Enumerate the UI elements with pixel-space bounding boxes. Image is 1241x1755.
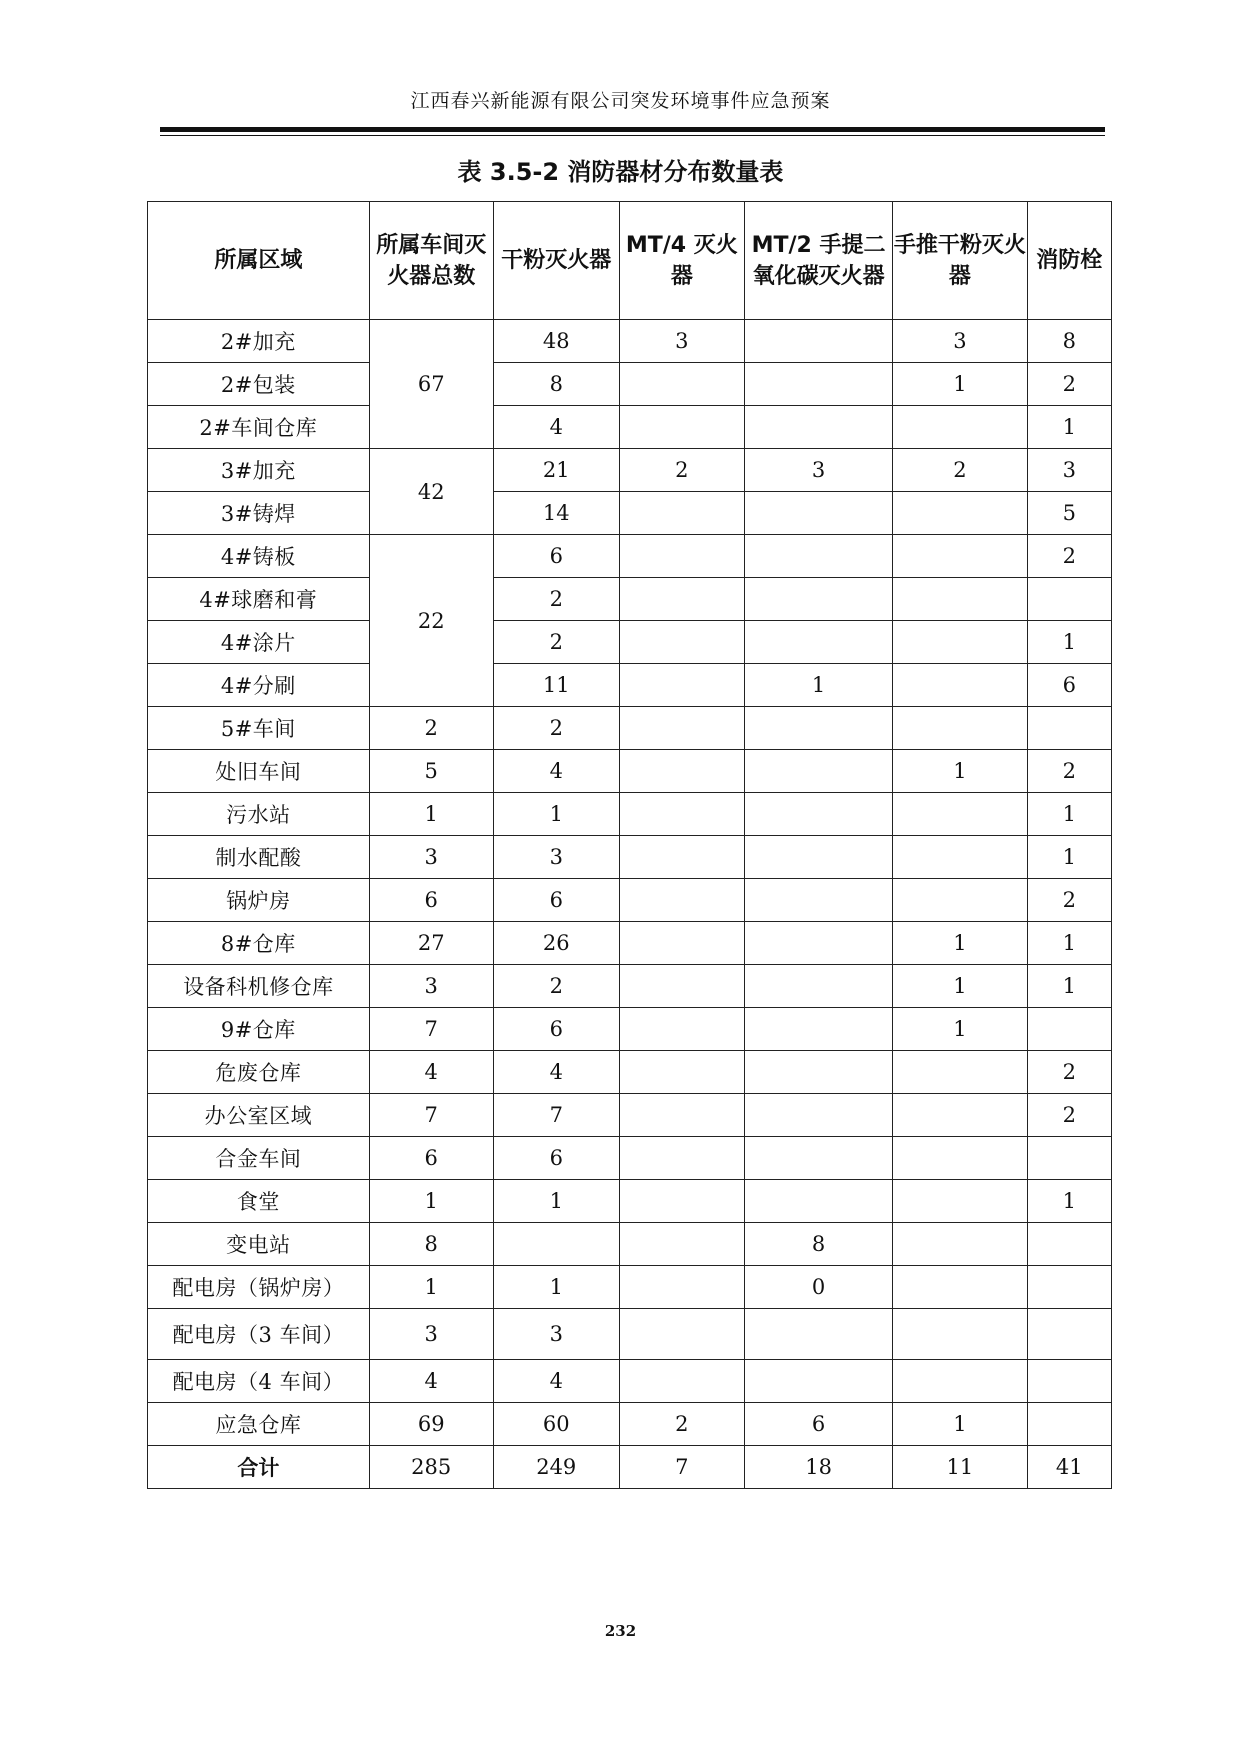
- cell-workshop-total: 3: [369, 965, 493, 1008]
- cell-mt4: [619, 363, 744, 406]
- cell-mt2-co2: [744, 1360, 892, 1403]
- cell-workshop-total: 7: [369, 1094, 493, 1137]
- cell-workshop-total: 1: [369, 1180, 493, 1223]
- cell-hydrant: [1027, 1008, 1111, 1051]
- cell-hydrant: 2: [1027, 363, 1111, 406]
- cell-mt4: [619, 406, 744, 449]
- cell-cart-dry-powder: 1: [893, 1403, 1027, 1446]
- cell-hydrant: 5: [1027, 492, 1111, 535]
- cell-cart-dry-powder: 1: [893, 1008, 1027, 1051]
- cell-dry-powder: 6: [493, 879, 619, 922]
- table-row: [148, 535, 1112, 578]
- cell-mt2-co2: 6: [744, 1403, 892, 1446]
- cell-cart-dry-powder: [893, 1137, 1027, 1180]
- cell-mt4: [619, 1223, 744, 1266]
- cell-mt4: [619, 1180, 744, 1223]
- table-row: [148, 1180, 1112, 1223]
- cell-hydrant: 1: [1027, 922, 1111, 965]
- cell-mt4: [619, 922, 744, 965]
- cell-mt2-co2: [744, 1180, 892, 1223]
- cell-area: 处旧车间: [148, 750, 370, 793]
- cell-hydrant: [1027, 1266, 1111, 1309]
- table-row: [148, 578, 1112, 621]
- cell-dry-powder: 2: [493, 965, 619, 1008]
- table-body: [148, 320, 1112, 1489]
- cell-mt4: [619, 836, 744, 879]
- cell-hydrant: 2: [1027, 535, 1111, 578]
- cell-workshop-total: 6: [369, 1137, 493, 1180]
- cell-area: 合金车间: [148, 1137, 370, 1180]
- cell-dry-powder: 4: [493, 750, 619, 793]
- cell-workshop-total: 5: [369, 750, 493, 793]
- total-mt2-co2: 18: [744, 1446, 892, 1489]
- table-row: [148, 1266, 1112, 1309]
- cell-workshop-total: 7: [369, 1008, 493, 1051]
- table-row: [148, 406, 1112, 449]
- cell-mt2-co2: [744, 621, 892, 664]
- table-row: [148, 320, 1112, 363]
- cell-area: 变电站: [148, 1223, 370, 1266]
- table-row: [148, 492, 1112, 535]
- cell-area: 4#分刷: [148, 664, 370, 707]
- cell-mt4: [619, 535, 744, 578]
- table-row: [148, 1360, 1112, 1403]
- table-row: [148, 363, 1112, 406]
- cell-hydrant: [1027, 1360, 1111, 1403]
- cell-workshop-total: 42: [369, 449, 493, 535]
- cell-dry-powder: 1: [493, 1180, 619, 1223]
- cell-hydrant: 1: [1027, 1180, 1111, 1223]
- cell-hydrant: 2: [1027, 879, 1111, 922]
- cell-dry-powder: 14: [493, 492, 619, 535]
- col-header-area: 所属区域: [148, 202, 370, 320]
- cell-cart-dry-powder: [893, 1180, 1027, 1223]
- cell-mt2-co2: [744, 1309, 892, 1360]
- cell-dry-powder: 1: [493, 1266, 619, 1309]
- cell-dry-powder: 21: [493, 449, 619, 492]
- cell-area: 4#涂片: [148, 621, 370, 664]
- cell-dry-powder: 6: [493, 535, 619, 578]
- cell-hydrant: 1: [1027, 836, 1111, 879]
- cell-mt4: [619, 1309, 744, 1360]
- table-row: [148, 707, 1112, 750]
- cell-dry-powder: 48: [493, 320, 619, 363]
- cell-mt2-co2: [744, 406, 892, 449]
- cell-area: 制水配酸: [148, 836, 370, 879]
- cell-mt4: 2: [619, 1403, 744, 1446]
- cell-dry-powder: 4: [493, 406, 619, 449]
- cell-mt4: [619, 707, 744, 750]
- table-row: [148, 750, 1112, 793]
- cell-cart-dry-powder: [893, 535, 1027, 578]
- table-row: [148, 836, 1112, 879]
- cell-area: 4#球磨和膏: [148, 578, 370, 621]
- cell-mt2-co2: [744, 750, 892, 793]
- cell-dry-powder: 6: [493, 1137, 619, 1180]
- cell-area: 食堂: [148, 1180, 370, 1223]
- cell-mt2-co2: [744, 492, 892, 535]
- cell-hydrant: 1: [1027, 965, 1111, 1008]
- cell-dry-powder: 6: [493, 1008, 619, 1051]
- cell-cart-dry-powder: 1: [893, 363, 1027, 406]
- cell-area: 9#仓库: [148, 1008, 370, 1051]
- cell-mt4: [619, 1094, 744, 1137]
- cell-mt2-co2: 0: [744, 1266, 892, 1309]
- cell-mt4: [619, 1266, 744, 1309]
- cell-mt2-co2: [744, 879, 892, 922]
- cell-mt4: [619, 1051, 744, 1094]
- cell-mt2-co2: [744, 836, 892, 879]
- table-row: [148, 1094, 1112, 1137]
- cell-dry-powder: 26: [493, 922, 619, 965]
- cell-mt4: [619, 578, 744, 621]
- table-row: [148, 1008, 1112, 1051]
- cell-cart-dry-powder: [893, 1360, 1027, 1403]
- cell-cart-dry-powder: 3: [893, 320, 1027, 363]
- cell-cart-dry-powder: [893, 879, 1027, 922]
- table-row: [148, 965, 1112, 1008]
- cell-area: 危废仓库: [148, 1051, 370, 1094]
- table-row: [148, 621, 1112, 664]
- cell-cart-dry-powder: [893, 1094, 1027, 1137]
- cell-mt4: [619, 1137, 744, 1180]
- cell-cart-dry-powder: [893, 621, 1027, 664]
- cell-cart-dry-powder: [893, 1309, 1027, 1360]
- cell-dry-powder: 4: [493, 1360, 619, 1403]
- cell-workshop-total: 22: [369, 535, 493, 707]
- table-row: [148, 1223, 1112, 1266]
- cell-mt2-co2: [744, 535, 892, 578]
- cell-area: 8#仓库: [148, 922, 370, 965]
- cell-mt4: [619, 965, 744, 1008]
- cell-hydrant: 6: [1027, 664, 1111, 707]
- cell-dry-powder: 4: [493, 1051, 619, 1094]
- cell-mt4: [619, 492, 744, 535]
- cell-mt2-co2: 3: [744, 449, 892, 492]
- cell-area: 配电房（3 车间）: [148, 1309, 370, 1360]
- col-header-cart-dry-powder: 手推干粉灭火器: [893, 202, 1027, 320]
- total-hydrant: 41: [1027, 1446, 1111, 1489]
- cell-mt2-co2: [744, 1094, 892, 1137]
- cell-dry-powder: 2: [493, 621, 619, 664]
- total-area: 合计: [148, 1446, 370, 1489]
- table-row: [148, 793, 1112, 836]
- cell-mt4: [619, 879, 744, 922]
- page-number: 232: [604, 1622, 637, 1640]
- cell-workshop-total: 27: [369, 922, 493, 965]
- table-row: [148, 879, 1112, 922]
- cell-cart-dry-powder: [893, 578, 1027, 621]
- cell-area: 3#加充: [148, 449, 370, 492]
- cell-mt2-co2: [744, 707, 892, 750]
- table-row: [148, 1309, 1112, 1360]
- cell-cart-dry-powder: 1: [893, 965, 1027, 1008]
- header-rule-thick: [160, 127, 1105, 132]
- cell-mt4: [619, 621, 744, 664]
- table-row: [148, 449, 1112, 492]
- cell-mt4: [619, 793, 744, 836]
- cell-mt4: 2: [619, 449, 744, 492]
- cell-cart-dry-powder: [893, 836, 1027, 879]
- col-header-hydrant: 消防栓: [1027, 202, 1111, 320]
- total-mt4: 7: [619, 1446, 744, 1489]
- col-header-mt4: MT/4 灭火器: [619, 202, 744, 320]
- cell-dry-powder: [493, 1223, 619, 1266]
- cell-mt2-co2: [744, 965, 892, 1008]
- cell-area: 锅炉房: [148, 879, 370, 922]
- col-header-workshop-total: 所属车间灭火器总数: [369, 202, 493, 320]
- cell-area: 2#包装: [148, 363, 370, 406]
- cell-dry-powder: 3: [493, 836, 619, 879]
- cell-cart-dry-powder: [893, 1266, 1027, 1309]
- cell-workshop-total: 67: [369, 320, 493, 449]
- table-row: [148, 664, 1112, 707]
- cell-hydrant: [1027, 578, 1111, 621]
- cell-mt2-co2: 8: [744, 1223, 892, 1266]
- cell-hydrant: [1027, 1403, 1111, 1446]
- cell-workshop-total: 8: [369, 1223, 493, 1266]
- total-workshop-total: 285: [369, 1446, 493, 1489]
- document-header-title: 江西春兴新能源有限公司突发环境事件应急预案: [410, 90, 831, 112]
- total-cart-dry-powder: 11: [893, 1446, 1027, 1489]
- table-caption: 表 3.5-2 消防器材分布数量表: [457, 158, 784, 186]
- cell-workshop-total: 1: [369, 793, 493, 836]
- cell-area: 2#加充: [148, 320, 370, 363]
- cell-area: 3#铸焊: [148, 492, 370, 535]
- cell-workshop-total: 1: [369, 1266, 493, 1309]
- cell-cart-dry-powder: [893, 406, 1027, 449]
- cell-cart-dry-powder: [893, 793, 1027, 836]
- cell-mt2-co2: [744, 578, 892, 621]
- cell-dry-powder: 7: [493, 1094, 619, 1137]
- cell-workshop-total: 2: [369, 707, 493, 750]
- cell-hydrant: 2: [1027, 750, 1111, 793]
- cell-mt4: 3: [619, 320, 744, 363]
- cell-workshop-total: 4: [369, 1360, 493, 1403]
- cell-cart-dry-powder: [893, 707, 1027, 750]
- cell-cart-dry-powder: [893, 1051, 1027, 1094]
- cell-mt2-co2: [744, 1051, 892, 1094]
- cell-area: 应急仓库: [148, 1403, 370, 1446]
- table-row: [148, 1403, 1112, 1446]
- cell-cart-dry-powder: 2: [893, 449, 1027, 492]
- cell-hydrant: [1027, 1223, 1111, 1266]
- cell-hydrant: 1: [1027, 406, 1111, 449]
- col-header-dry-powder: 干粉灭火器: [493, 202, 619, 320]
- total-dry-powder: 249: [493, 1446, 619, 1489]
- cell-hydrant: 8: [1027, 320, 1111, 363]
- cell-area: 配电房（4 车间）: [148, 1360, 370, 1403]
- cell-mt4: [619, 1360, 744, 1403]
- cell-mt4: [619, 664, 744, 707]
- cell-area: 2#车间仓库: [148, 406, 370, 449]
- cell-mt4: [619, 1008, 744, 1051]
- cell-workshop-total: 4: [369, 1051, 493, 1094]
- cell-dry-powder: 3: [493, 1309, 619, 1360]
- header-rule-thin: [160, 135, 1105, 136]
- cell-dry-powder: 2: [493, 578, 619, 621]
- cell-dry-powder: 11: [493, 664, 619, 707]
- cell-workshop-total: 6: [369, 879, 493, 922]
- cell-area: 5#车间: [148, 707, 370, 750]
- cell-mt2-co2: [744, 363, 892, 406]
- cell-mt2-co2: [744, 320, 892, 363]
- cell-cart-dry-powder: [893, 1223, 1027, 1266]
- cell-hydrant: [1027, 1137, 1111, 1180]
- cell-area: 污水站: [148, 793, 370, 836]
- cell-area: 办公室区域: [148, 1094, 370, 1137]
- cell-hydrant: 1: [1027, 793, 1111, 836]
- cell-workshop-total: 69: [369, 1403, 493, 1446]
- cell-hydrant: 3: [1027, 449, 1111, 492]
- cell-cart-dry-powder: [893, 492, 1027, 535]
- table-row: [148, 922, 1112, 965]
- cell-area: 设备科机修仓库: [148, 965, 370, 1008]
- cell-mt2-co2: [744, 1137, 892, 1180]
- cell-hydrant: [1027, 707, 1111, 750]
- cell-dry-powder: 1: [493, 793, 619, 836]
- cell-mt4: [619, 750, 744, 793]
- cell-mt2-co2: [744, 1008, 892, 1051]
- cell-area: 配电房（锅炉房）: [148, 1266, 370, 1309]
- table-total-row: [148, 1446, 1112, 1489]
- cell-hydrant: 1: [1027, 621, 1111, 664]
- cell-mt2-co2: [744, 793, 892, 836]
- col-header-mt2-co2: MT/2 手提二氧化碳灭火器: [744, 202, 892, 320]
- cell-hydrant: [1027, 1309, 1111, 1360]
- table-header-row: [148, 202, 1112, 320]
- cell-dry-powder: 8: [493, 363, 619, 406]
- cell-hydrant: 2: [1027, 1094, 1111, 1137]
- cell-cart-dry-powder: [893, 664, 1027, 707]
- cell-area: 4#铸板: [148, 535, 370, 578]
- table-row: [148, 1137, 1112, 1180]
- cell-hydrant: 2: [1027, 1051, 1111, 1094]
- cell-workshop-total: 3: [369, 1309, 493, 1360]
- cell-workshop-total: 3: [369, 836, 493, 879]
- table-row: [148, 1051, 1112, 1094]
- cell-dry-powder: 2: [493, 707, 619, 750]
- cell-mt2-co2: 1: [744, 664, 892, 707]
- cell-cart-dry-powder: 1: [893, 922, 1027, 965]
- cell-cart-dry-powder: 1: [893, 750, 1027, 793]
- cell-dry-powder: 60: [493, 1403, 619, 1446]
- cell-mt2-co2: [744, 922, 892, 965]
- fire-equipment-table: [147, 201, 1112, 1489]
